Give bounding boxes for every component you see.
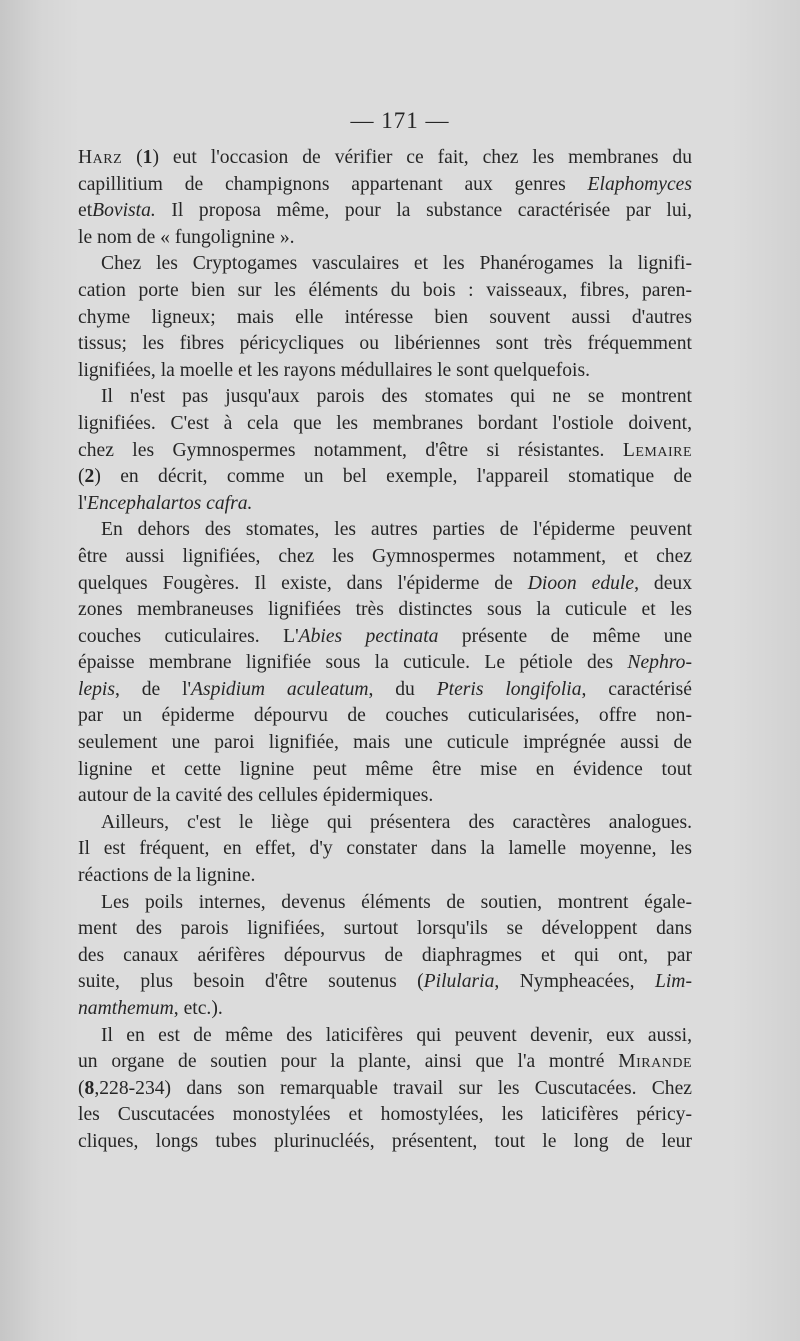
page-number: — 171 — (350, 108, 450, 133)
text-line (78, 278, 692, 305)
text-segment: quelques Fougères. Il existe, dans l'épiderme de (78, 572, 528, 594)
author-name: Lemaire (622, 439, 692, 461)
text-segment: présente de même une (438, 625, 693, 647)
text-segment: ,228-234) dans son remarquable travail sur les Cuscutacées. Chez (94, 1077, 692, 1099)
text-line (78, 358, 692, 385)
text-segment: et (78, 200, 93, 222)
text-segment: autour de la cavité des cellules épidermiques. (78, 785, 434, 807)
text-line (78, 1023, 692, 1050)
text-segment: , du (368, 678, 437, 700)
italic-text: lepis (78, 678, 116, 700)
reference-number: 8 (84, 1077, 95, 1099)
text-segment: ment des parois lignifiées, surtout lorsqu'ils se développent dans (78, 918, 692, 940)
text-line (78, 890, 692, 917)
text-segment: Il en est de même des laticifères qui peuvent devenir, eux aussi, (101, 1024, 692, 1046)
text-line (78, 597, 692, 624)
italic-text: Dioon edule (527, 572, 635, 594)
text-segment: chyme ligneux; mais elle intéresse bien souvent aussi d'autres (78, 306, 692, 328)
text-line (78, 305, 692, 332)
text-segment: En dehors des stomates, les autres parties de l'épiderme peuvent (101, 519, 692, 541)
text-segment: seulement une paroi lignifiée, mais une cuticule imprégnée aussi de (78, 732, 692, 754)
italic-text: Pilularia (423, 971, 495, 993)
reference-number: 2 (84, 466, 95, 488)
text-segment: ( (78, 1077, 85, 1099)
text-segment: Ailleurs, c'est le liège qui présentera des caractères analogues. (101, 811, 692, 833)
text-line (78, 491, 692, 518)
text-segment: être aussi lignifiées, chez les Gymnospermes notamment, et chez (78, 545, 692, 567)
italic-text: Nephro- (627, 652, 692, 674)
text-segment: cation porte bien sur les éléments du bois : vaisseaux, fibres, paren- (78, 279, 692, 301)
text-segment: par un épiderme dépourvu de couches cuticularisées, offre non- (78, 705, 692, 727)
text-line (78, 251, 692, 278)
italic-text: Abies pectinata (298, 625, 439, 647)
text-line (78, 1102, 692, 1129)
author-name: Harz (78, 147, 123, 168)
text-segment: Chez les Cryptogames vasculaires et les Phanérogames la lignifi- (101, 253, 692, 275)
text-line (78, 198, 692, 225)
italic-text: Pteris longifolia (436, 678, 582, 700)
author-name: Mirande (618, 1051, 692, 1073)
italic-text: Bovista. (92, 200, 156, 222)
text-line (78, 438, 692, 465)
text-segment: ( (122, 147, 143, 168)
text-segment: épaisse membrane lignifiée sous la cuticule. Le pétiole des (78, 652, 628, 674)
text-line (78, 225, 692, 252)
text-segment: Les poils internes, devenus éléments de soutien, montrent égale- (101, 891, 692, 913)
reference-number: 1 (142, 147, 153, 168)
text-line (78, 331, 692, 358)
text-segment: lignifiées, la moelle et les rayons médullaires le sont quelquefois. (78, 359, 591, 381)
text-line (78, 969, 692, 996)
text-line (78, 464, 692, 491)
text-segment: ) eut l'occasion de vérifier ce fait, chez les membranes du (152, 147, 692, 168)
text-segment: cliques, longs tubes plurinucléés, présentent, tout le long de leur (78, 1130, 692, 1152)
text-line (78, 943, 692, 970)
text-line (78, 650, 692, 677)
text-line (78, 730, 692, 757)
text-segment: ) en décrit, comme un bel exemple, l'appareil stomatique de (94, 466, 692, 488)
italic-text: namthemum (78, 998, 174, 1019)
text-segment: le nom de « fungolignine ». (78, 226, 295, 248)
text-segment: , caractérisé (581, 678, 693, 700)
text-line (78, 996, 692, 1023)
text-segment: des canaux aérifères dépourvus de diaphragmes et qui ont, par (78, 944, 692, 966)
text-line (78, 145, 692, 172)
text-segment: ( (78, 466, 85, 488)
text-segment: tissus; les fibres péricycliques ou libériennes sont très fréquemment (78, 333, 692, 355)
text-segment: , Nympheacées, (494, 971, 655, 993)
text-segment: réactions de la lignine. (78, 865, 256, 887)
text-line (78, 384, 692, 411)
italic-text: Aspidium aculeatum (191, 678, 369, 700)
text-segment: Il n'est pas jusqu'aux parois des stomates qui ne se montrent (101, 386, 692, 408)
text-segment: couches cuticulaires. L' (78, 625, 299, 647)
text-segment: , deux (634, 572, 692, 594)
text-segment: Il est fréquent, en effet, d'y constater dans la lamelle moyenne, les (78, 838, 692, 860)
italic-text: Encephalartos cafra. (86, 492, 253, 514)
text-line (78, 677, 692, 704)
text-line (78, 703, 692, 730)
text-line (78, 863, 692, 890)
text-line (78, 624, 692, 651)
text-line (78, 544, 692, 571)
text-segment: suite, plus besoin d'être soutenus ( (78, 971, 424, 993)
text-line (78, 411, 692, 438)
text-segment: l' (78, 492, 87, 514)
text-line (78, 1076, 692, 1103)
italic-text: Lim- (654, 971, 692, 993)
text-segment: les Cuscutacées monostylées et homostylées, les laticifères péricy- (78, 1104, 692, 1126)
text-line (78, 810, 692, 837)
text-segment: Il proposa même, pour la substance caractérisée par lui, (155, 200, 692, 222)
text-line (78, 571, 692, 598)
text-segment: , de l' (115, 678, 192, 700)
text-line (78, 783, 692, 810)
body-text (78, 145, 692, 1156)
text-line (78, 916, 692, 943)
text-line (78, 836, 692, 863)
text-line (78, 757, 692, 784)
text-segment: lignifiées. C'est à cela que les membranes bordant l'ostiole doivent, (78, 412, 692, 434)
text-segment: capillitium de champignons appartenant aux genres (78, 173, 588, 195)
text-segment: lignine et cette lignine peut même être mise en évidence tout (78, 758, 692, 780)
text-line (78, 1129, 692, 1156)
italic-text: Elaphomyces (587, 173, 692, 195)
text-line (78, 1049, 692, 1076)
text-segment: , etc.). (173, 998, 223, 1019)
text-line (78, 517, 692, 544)
text-segment: un organe de soutien pour la plante, ainsi que l'a montré (78, 1051, 619, 1073)
text-segment: zones membraneuses lignifiées très distinctes sous la cuticule et les (78, 599, 692, 621)
text-segment: chez les Gymnospermes notamment, d'être si résistantes. (78, 439, 623, 461)
text-line (78, 172, 692, 199)
